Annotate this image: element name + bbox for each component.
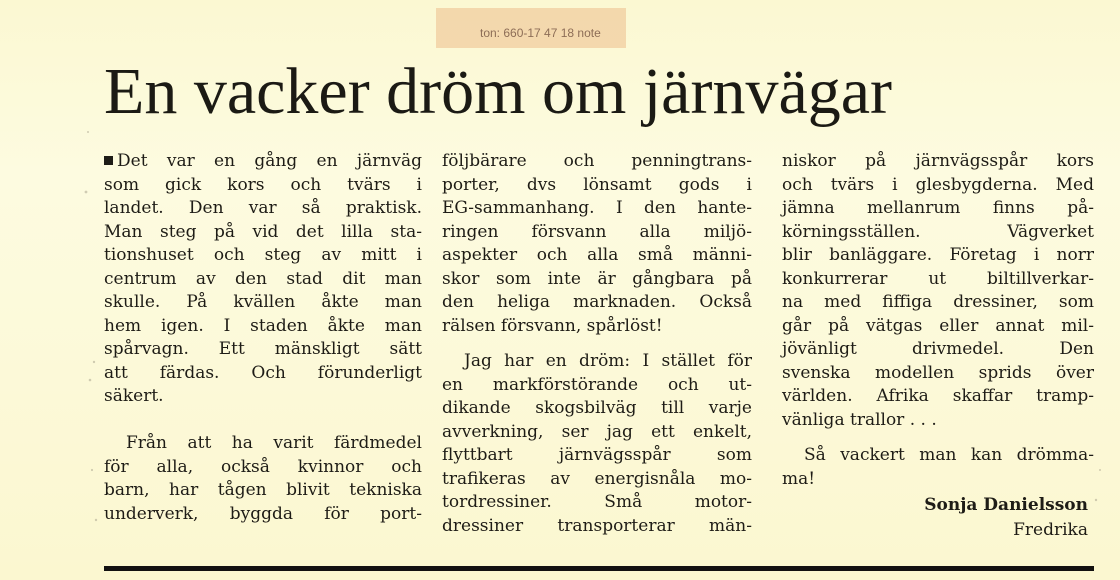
text-line: flyttbart järnvägsspår som [442, 445, 752, 465]
article-column-3 [782, 150, 1094, 491]
text-line: för alla, också kvinnor och [104, 456, 422, 477]
paragraph-gap [104, 409, 422, 433]
text-line: vänliga trallor . . . [782, 409, 937, 430]
text-line: säkert. [104, 386, 164, 406]
text-line: blir banläggare. Företag i norr [782, 245, 1094, 265]
text-line: landet. Den var så praktisk. [104, 198, 422, 218]
text-line: jövänligt drivmedel. Den [782, 339, 1094, 359]
text-line: centrum av den stad dit man [104, 268, 422, 289]
text-line: ringen försvann alla miljö- [442, 221, 752, 242]
text-line: en markförstörande och ut- [442, 374, 752, 395]
text-line: barn, har tågen blivit tekniska [104, 480, 422, 500]
text-line: svenska modellen sprids över [782, 362, 1094, 383]
text-line: tionshuset och steg av mitt i [104, 245, 422, 265]
author-name: Sonja Danielsson [924, 495, 1088, 515]
text-line: konkurrerar ut biltillverkar- [782, 268, 1094, 289]
text-line: tordressiner. Små motor- [442, 492, 752, 512]
text-line-content: Det var en gång en järnväg [117, 151, 422, 171]
tape-print: ton: 660-17 47 18 note [480, 26, 601, 40]
headline: En vacker dröm om järnvägar [104, 55, 893, 128]
text-line: att färdas. Och förunderligt [104, 362, 422, 383]
text-line: körningsställen. Vägverket [782, 221, 1094, 242]
text-line: trafikeras av energisnåla mo- [442, 468, 752, 489]
text-line: na med fiffiga dressiner, som [782, 292, 1094, 312]
text-line: avverkning, ser jag ett enkelt, [442, 421, 752, 442]
text-line: hem igen. I staden åkte man [104, 315, 422, 336]
text-line: världen. Afrika skaffar tramp- [782, 386, 1094, 406]
text-line: Så vackert man kan drömma- [804, 445, 1094, 465]
text-line: följbärare och penningtrans- [442, 151, 752, 171]
text-line: rälsen försvann, spårlöst! [442, 315, 663, 336]
text-line: den heliga marknaden. Också [442, 292, 752, 312]
text-line [104, 150, 422, 174]
text-line: skor som inte är gångbara på [442, 268, 752, 289]
article-column-1 [104, 150, 422, 526]
text-line: och tvärs i glesbygderna. Med [782, 174, 1094, 195]
paragraph-gap [782, 432, 1094, 444]
text-line: som gick kors och tvärs i [104, 174, 422, 195]
article-column-2 [442, 150, 752, 538]
text-line: niskor på järnvägsspår kors [782, 151, 1094, 171]
text-line: Man steg på vid det lilla sta- [104, 221, 422, 242]
text-line: skulle. På kvällen åkte man [104, 292, 422, 312]
text-line: spårvagn. Ett mänskligt sätt [104, 339, 422, 359]
text-line: porter, dvs lönsamt gods i [442, 174, 752, 195]
text-line: aspekter och alla små männi- [442, 245, 752, 265]
paragraph-marker-square [104, 156, 113, 165]
text-line: går på vätgas eller annat mil- [782, 315, 1094, 336]
text-line: Jag har en dröm: I stället för [464, 351, 752, 371]
text-line: jämna mellanrum finns på- [782, 198, 1094, 218]
text-line: dressiner transporterar män- [442, 515, 752, 536]
text-line: underverk, byggda för port- [104, 503, 422, 524]
text-line: ma! [782, 468, 816, 489]
author-place: Fredrika [1013, 520, 1088, 540]
bottom-rule [104, 566, 1094, 571]
text-line: Från att ha varit färdmedel [126, 433, 422, 453]
paragraph-gap [442, 338, 752, 350]
text-line: dikande skogsbilväg till varje [442, 398, 752, 418]
text-line: EG-sammanhang. I den hante- [442, 198, 752, 218]
